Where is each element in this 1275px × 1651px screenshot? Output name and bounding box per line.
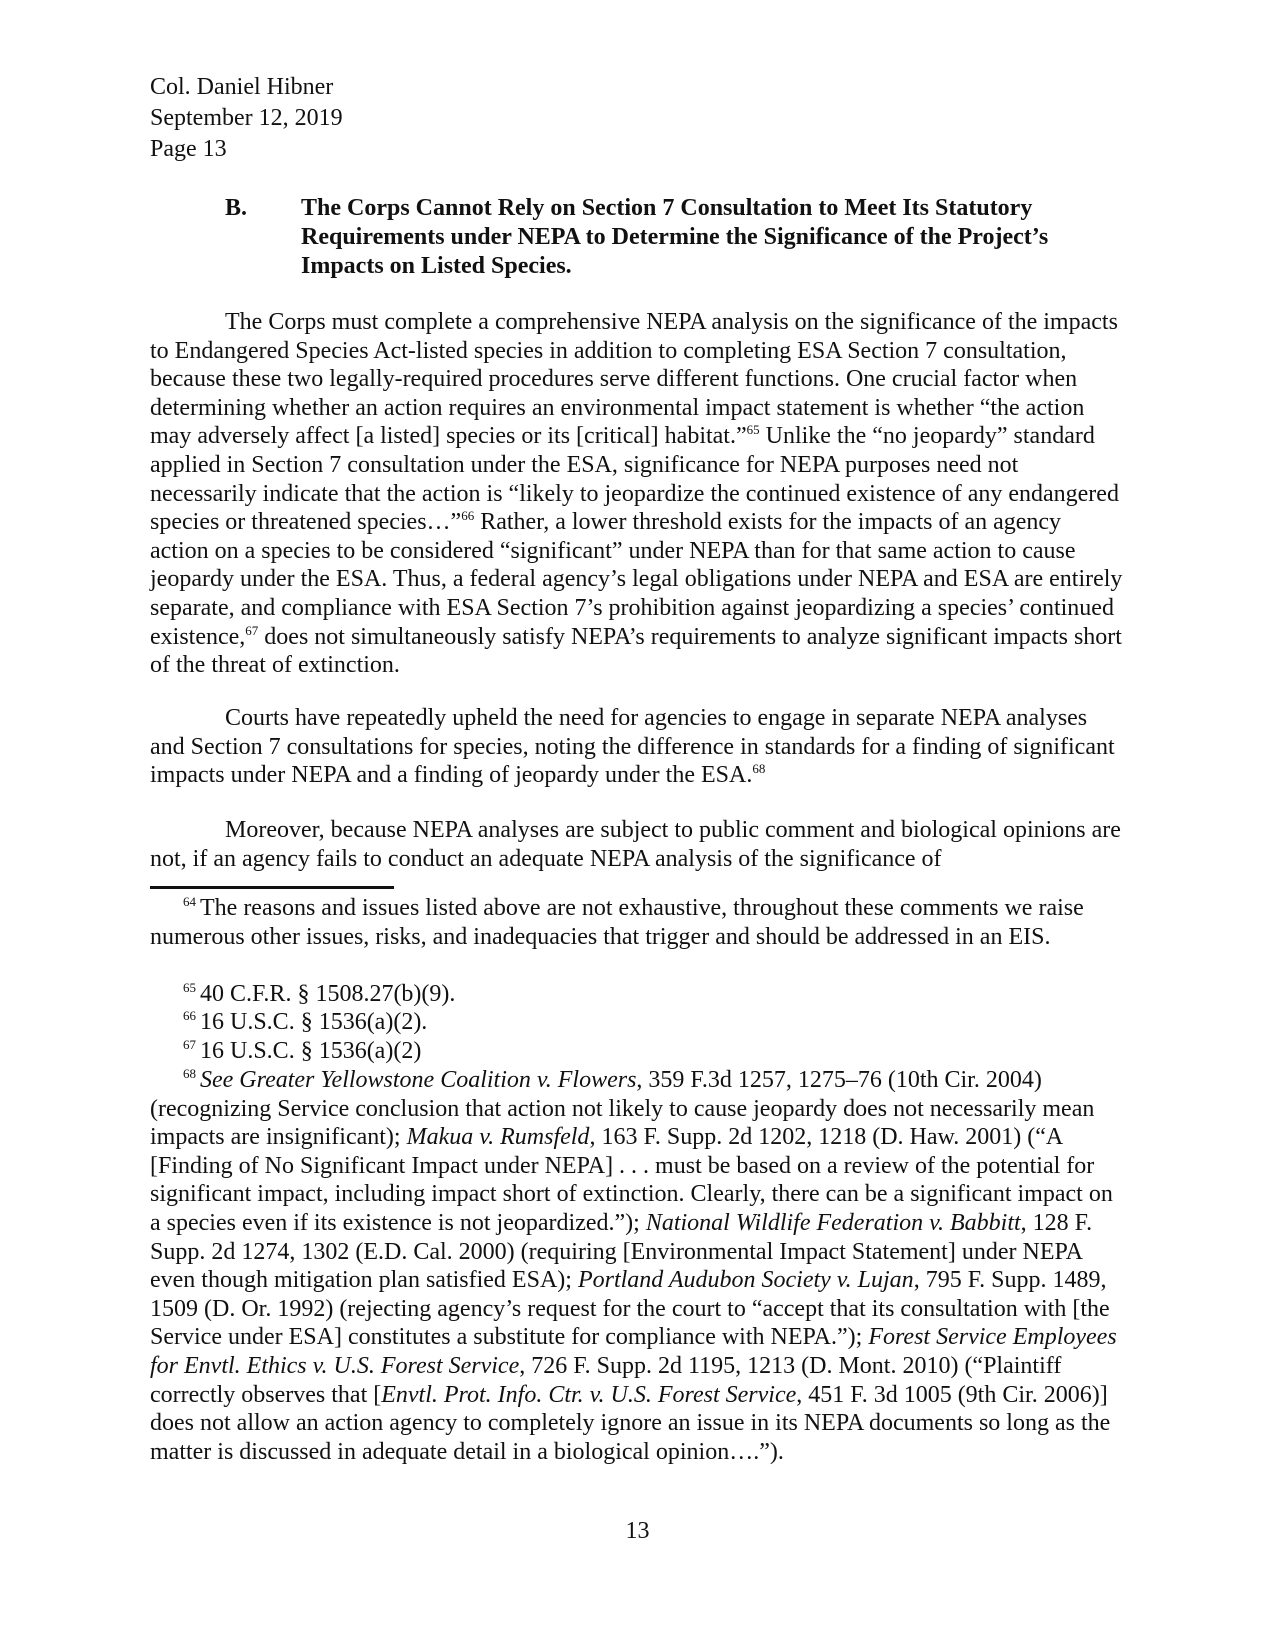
footnote-65 <box>150 980 1125 1009</box>
page-number: 13 <box>625 1518 650 1544</box>
p1-text-d: does not simultaneously satisfy NEPA’s requirements to analyze significant impacts short of the threat of extinction. <box>150 623 1122 679</box>
citation-text: , 726 F. Supp. 2d 1195, 1213 (D. Mont. 2010) (“Plaintiff correctly observes that [ <box>150 1352 1062 1408</box>
letter-header <box>150 72 343 165</box>
case-name: Portland Audubon Society v. Lujan <box>577 1267 914 1294</box>
body-paragraph-1 <box>150 308 1125 680</box>
footnote-text: The reasons and issues listed above are not exhaustive, throughout these comments we raise numerous other issues, risks, and inadequacies that trigger and should be addressed in an EIS. <box>150 895 1084 950</box>
citation-text: , 359 F.3d 1257, 1275–76 (10th Cir. 2004) (recognizing Service conclusion that action not likely to cause jeopardy does not necessarily mean impacts are insignificant); <box>150 1067 1095 1151</box>
footnote-68 <box>150 1066 1125 1466</box>
footnote-marker: 68 <box>183 1066 196 1081</box>
case-name: See Greater Yellowstone Coalition v. Flowers <box>200 1067 637 1093</box>
citation-text: , 128 F. Supp. 2d 1274, 1302 (E.D. Cal. 2000) (requiring [Environmental Impact Statement] under NEPA even though mitigation plan satisfied ESA); <box>150 1209 1093 1294</box>
footnote-separator <box>150 886 394 889</box>
body-paragraph-3 <box>150 816 1125 873</box>
section-letter: B. <box>225 195 248 221</box>
p1-text-b: Unlike the “no jeopardy” standard applied in Section 7 consultation under the ESA, significance for NEPA purposes need not necessarily indicate that the action is “likely to jeopardize the continued existence of any endangered species or threatened species…” <box>150 423 1119 536</box>
footnote-text: 40 C.F.R. § 1508.27(b)(9). <box>200 981 456 1007</box>
footnote-ref-66[interactable]: 66 <box>461 508 475 524</box>
footnote-ref-65[interactable]: 65 <box>746 422 760 438</box>
case-name: Envtl. Prot. Info. Ctr. v. U.S. Forest Service <box>381 1381 797 1408</box>
case-name: National Wildlife Federation v. Babbitt <box>645 1209 1021 1236</box>
footnote-66 <box>150 1008 1125 1037</box>
footnote-ref-68[interactable]: 68 <box>752 761 766 777</box>
recipient-name: Col. Daniel Hibner <box>150 74 334 100</box>
header-page-label: Page 13 <box>150 136 227 162</box>
p3-text-a: Moreover, because NEPA analyses are subject to public comment and biological opinions are not, if an agency fails to conduct an adequate NEPA analysis of the significance of <box>150 817 1121 872</box>
case-name: Makua v. Rumsfeld <box>406 1124 590 1151</box>
citation-text: , 163 F. Supp. 2d 1202, 1218 (D. Haw. 2001) (“A [Finding of No Significant Impact under NEPA] . . . must be based on a review of the potential for significant impact, including impact short of extinction. Clearly, there can be a significant impact on a species even if its existence is not jeopardized.”); <box>150 1124 1113 1236</box>
p2-text-a: Courts have repeatedly upheld the need for agencies to engage in separate NEPA analyses and Section 7 consultations for species, noting the difference in standards for a finding of significant impacts under NEPA and a finding of jeopardy under the ESA. <box>150 705 1115 789</box>
body-paragraph-2 <box>150 704 1125 790</box>
letter-date: September 12, 2019 <box>150 105 343 131</box>
footnote-marker: 66 <box>183 1008 196 1023</box>
section-title: The Corps Cannot Rely on Section 7 Consultation to Meet Its Statutory Requirements under NEPA to Determine the Significance of the Project’s Impacts on Listed Species. <box>301 195 1049 279</box>
footnote-ref-67[interactable]: 67 <box>245 622 259 638</box>
footnote-67 <box>150 1037 1125 1066</box>
footnote-marker: 67 <box>183 1037 196 1052</box>
footnote-text: 16 U.S.C. § 1536(a)(2). <box>200 1009 428 1035</box>
footnote-marker: 65 <box>183 980 196 995</box>
footnote-marker: 64 <box>183 894 196 909</box>
citation-text: , 451 F. 3d 1005 (9th Cir. 2006)] does not allow an action agency to completely ignore an issue in its NEPA documents so long as the matter is discussed in adequate detail in a biological opinion….”). <box>150 1381 1111 1465</box>
case-name: Forest Service Employees for Envtl. Ethics v. U.S. Forest Service <box>150 1324 1117 1379</box>
p1-text-a: The Corps must complete a comprehensive NEPA analysis on the significance of the impacts to Endangered Species Act-listed species in addition to completing ESA Section 7 consultation, because these two legally-required procedures serve different functions. One crucial factor when determining whether an action requires an environmental impact statement is whether “the action may adversely affect [a listed] species or its [critical] habitat.” <box>150 309 1118 450</box>
footnote-text: 16 U.S.C. § 1536(a)(2) <box>200 1038 422 1064</box>
citation-text: , 795 F. Supp. 1489, 1509 (D. Or. 1992) (rejecting agency’s request for the court to “accept that its consultation with [the Service under ESA] constitutes a substitute for compliance with NEPA.”); <box>150 1267 1110 1351</box>
p1-text-c: Rather, a lower threshold exists for the impacts of an agency action on a species to be considered “significant” under NEPA than for that same action to cause jeopardy under the ESA. Thus, a federal agency’s legal obligations under NEPA and ESA are entirely separate, and compliance with ESA Section 7’s prohibition against jeopardizing a species’ continued existence, <box>150 509 1123 650</box>
footnote-64 <box>150 894 1125 951</box>
